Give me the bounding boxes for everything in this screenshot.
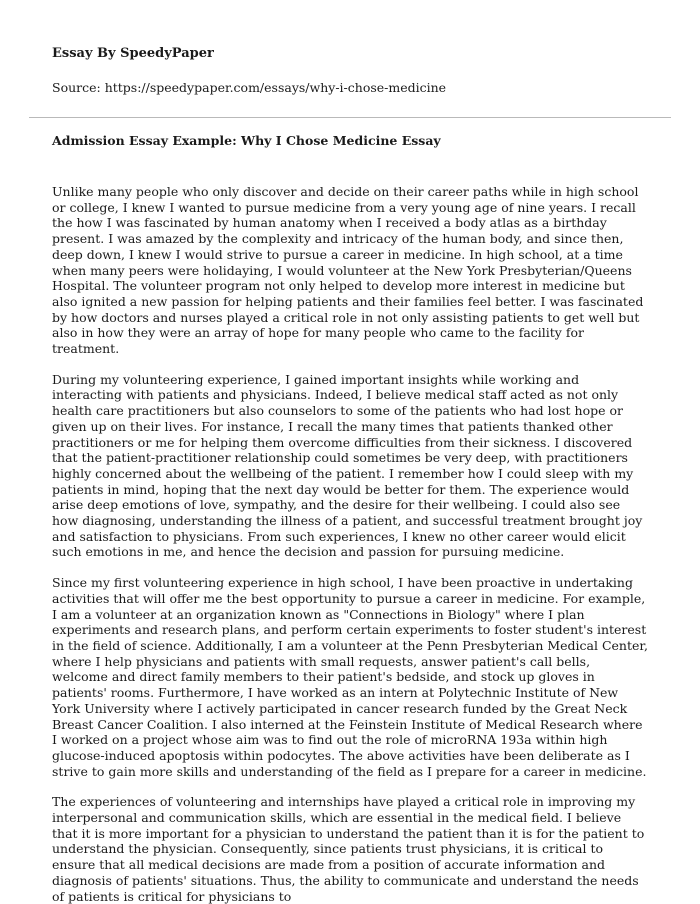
- essay-paragraph: The experiences of volunteering and internships have played a critical role in improving my interpersonal and communication skills, which are essential in the medical field. I believe that it is more important for a physician to understand the patient than it is for the patient to understand the physician. Consequently, since patients trust physicians, it is critical to ensure that all medical decisions are made from a position of accurate information and diagnosis of patients' situations. Thus, the ability to communicate and understand the needs of patients is critical for physicians to: [52, 794, 645, 904]
- essay-body: [0, 148, 700, 904]
- essay-title: Admission Essay Example: Why I Chose Medicine Essay: [52, 133, 441, 148]
- essay-paragraph: Since my first volunteering experience in high school, I have been proactive in undertaking activities that will offer me the best opportunity to pursue a career in medicine. For example, I am a volunteer at an organization known as "Connections in Biology" where I plan experiments and research plans, and perform certain experiments to foster student's interest in the field of science. Additionally, I am a volunteer at the Penn Presbyterian Medical Center, where I help physicians and patients with small requests, answer patient's call bells, welcome and direct family members to their patient's bedside, and stock up gloves in patients' rooms. Furthermore, I have worked as an intern at Polytechnic Institute of New York University where I actively participated in cancer research funded by the Great Neck Breast Cancer Coalition. I also interned at the Feinstein Institute of Medical Research where I worked on a project whose aim was to find out the role of microRNA 193a within high glucose-induced apoptosis within podocytes. The above activities have been deliberate as I strive to gain more skills and understanding of the field as I prepare for a career in medicine.: [52, 575, 648, 779]
- brand-label: Essay By SpeedyPaper: [52, 46, 214, 61]
- source-url-line: Source: https://speedypaper.com/essays/why-i-chose-medicine: [52, 80, 447, 95]
- essay-paragraph: During my volunteering experience, I gained important insights while working and interacting with patients and physicians. Indeed, I believe medical staff acted as not only health care practitioners but also counselors to some of the patients who had lost hope or given up on their lives. For instance, I recall the many times that patients thanked other practitioners or me for helping them overcome difficulties from their sickness. I discovered that the patient-practitioner relationship could sometimes be very deep, with practitioners highly concerned about the wellbeing of the patient. I remember how I could sleep with my patients in mind, hoping that the next day would be better for them. The experience would arise deep emotions of love, sympathy, and the desire for their wellbeing. I could also see how diagnosing, understanding the illness of a patient, and successful treatment brought joy and satisfaction to physicians. From such experiences, I knew no other career would elicit such emotions in me, and hence the decision and passion for pursuing medicine.: [52, 371, 643, 560]
- essay-paragraph: Unlike many people who only discover and decide on their career paths while in high school or college, I knew I wanted to pursue medicine from a very young age of nine years. I recall the how I was fascinated by human anatomy when I received a body atlas as a birthday present. I was amazed by the complexity and intricacy of the human body, and since then, deep down, I knew I would strive to pursue a career in medicine. In high school, at a time when many peers were holidaying, I would volunteer at the New York Presbyterian/Queens Hospital. The volunteer program not only helped to develop more interest in medicine but also ignited a new passion for helping patients and their families feel better. I was fascinated by how doctors and nurses played a critical role in not only assisting patients to get well but also in how they were an array of hope for many people who came to the facility for treatment.: [52, 184, 644, 357]
- document-header: [0, 0, 700, 95]
